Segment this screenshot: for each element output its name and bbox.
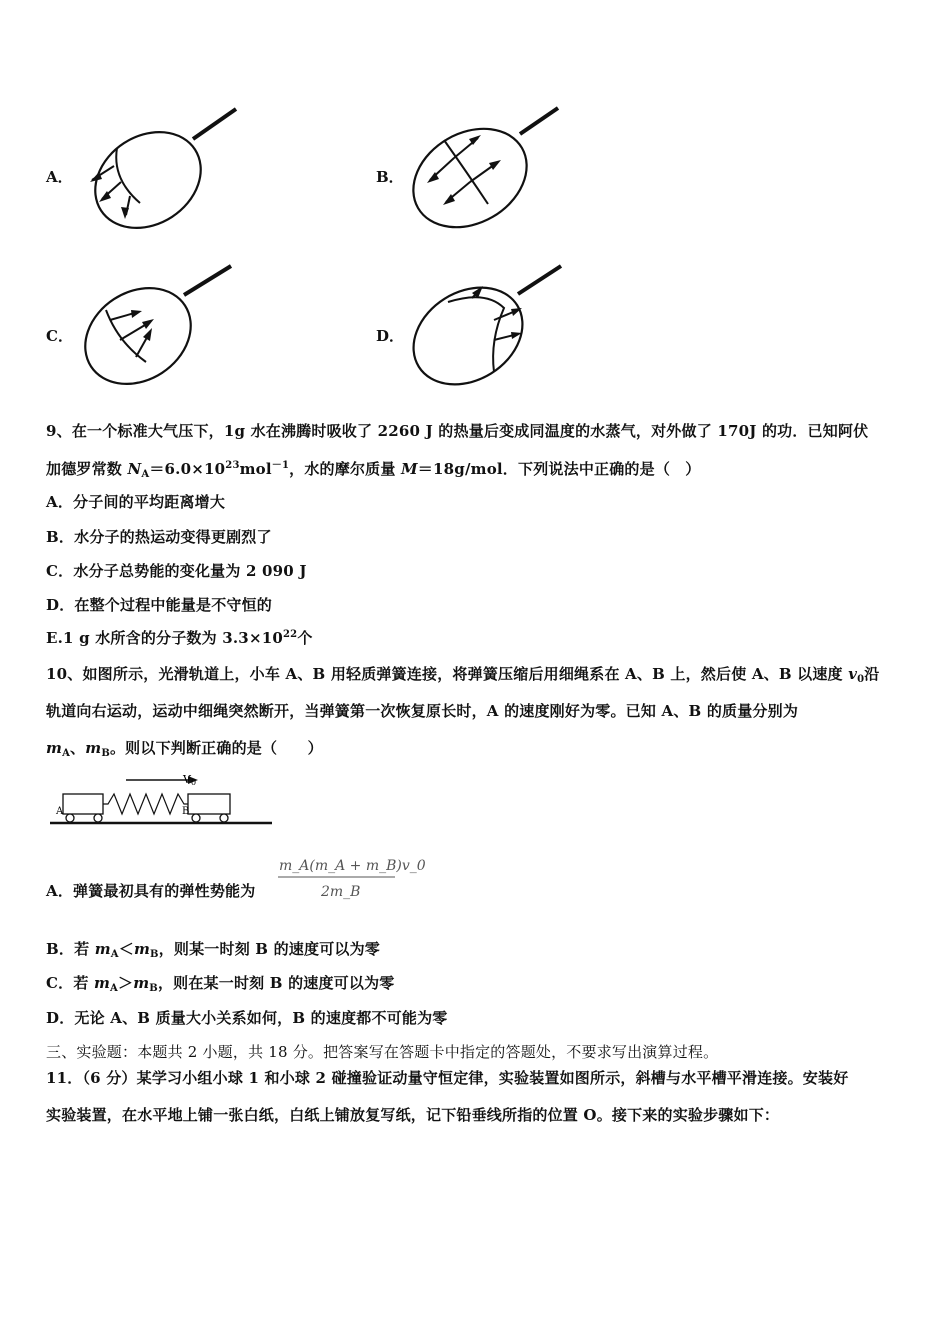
q9-option-d: D．在整个过程中能量是不守恒的 — [46, 596, 273, 614]
option-a-figure — [80, 104, 245, 234]
q9-stem-line2: 加德罗常数 $N_A=6.0\times 10^{23}mol^{-1}$，水的摩尔质量 M＝18g/mol．下列说法中正确的是（ ） — [46, 460, 701, 480]
option-b-figure — [402, 104, 567, 234]
q10-stem-line2: 轨道向右运动，运动中细绳突然断开，当弹簧第一次恢复原长时，A 的速度刚好为零。已知 A、B 的质量分别为 — [46, 702, 799, 720]
q10-stem-line1: 10、如图所示，光滑轨道上，小车 A、B 用轻质弹簧连接，将弹簧压缩后用细绳系在 A、B 上，然后使 A、B 以速度 $v_0$沿 — [46, 665, 880, 685]
q9-option-b: B．水分子的热运动变得更剧烈了 — [46, 528, 272, 546]
q9-option-c: C．水分子总势能的变化量为 2 090 J — [46, 562, 307, 580]
option-c-figure — [78, 262, 243, 387]
cart-a — [63, 794, 103, 814]
cart-b-label: B — [182, 806, 190, 817]
cart-a-label: A — [56, 806, 64, 817]
option-d-figure — [406, 262, 571, 387]
q9-option-e: E.1 g 水所含的分子数为 $3.3\times 10^{22}$个 — [46, 629, 313, 647]
q10-option-c: C．若 $m_A>m_B$，则在某一时刻 B 的速度可以为零 — [46, 974, 395, 994]
option-a-label: A． — [46, 168, 73, 186]
energy-formula — [275, 850, 426, 906]
q10-option-b: B．若 $m_A<m_B$，则某一时刻 B 的速度可以为零 — [46, 940, 381, 960]
q10-stem-line3: $m_A$、$m_B$。则以下判断正确的是（ ） — [46, 739, 323, 759]
spring — [103, 794, 188, 814]
cart-b — [188, 794, 230, 814]
q9-stem-line1: 9、在一个标准大气压下，1g 水在沸腾时吸收了 2260 J 的热量后变成同温度的水蒸气，对外做了 170J 的功．已知阿伏 — [46, 422, 869, 440]
formula-numerator: m_A(m_A + m_B)v_0 — [279, 858, 426, 874]
velocity-label: V0 — [183, 773, 197, 787]
section3-heading: 三、实验题：本题共 2 小题，共 18 分。把答案写在答题卡中指定的答题处，不要求写出演算过程。 — [46, 1043, 719, 1061]
q11-line1: 11．（6 分）某学习小组小球 1 和小球 2 碰撞验证动量守恒定律，实验装置如图所示，斜槽与水平槽平滑连接。安装好 — [46, 1069, 849, 1087]
q10-option-d: D．无论 A、B 质量大小关系如何，B 的速度都不可能为零 — [46, 1009, 448, 1027]
q11-line2: 实验装置，在水平地上铺一张白纸，白纸上铺放复写纸，记下铅垂线所指的位置 O。接下来的实验步骤如下： — [46, 1106, 780, 1124]
option-b-label: B． — [376, 168, 404, 186]
q9-option-a: A．分子间的平均距离增大 — [46, 493, 226, 511]
formula-denominator: 2m_B — [321, 884, 361, 900]
q10-option-a: A．弹簧最初具有的弹性势能为 — [46, 882, 256, 900]
option-c-label: C． — [46, 327, 73, 345]
option-d-label: D． — [376, 327, 405, 345]
carts-spring-figure — [48, 768, 278, 830]
